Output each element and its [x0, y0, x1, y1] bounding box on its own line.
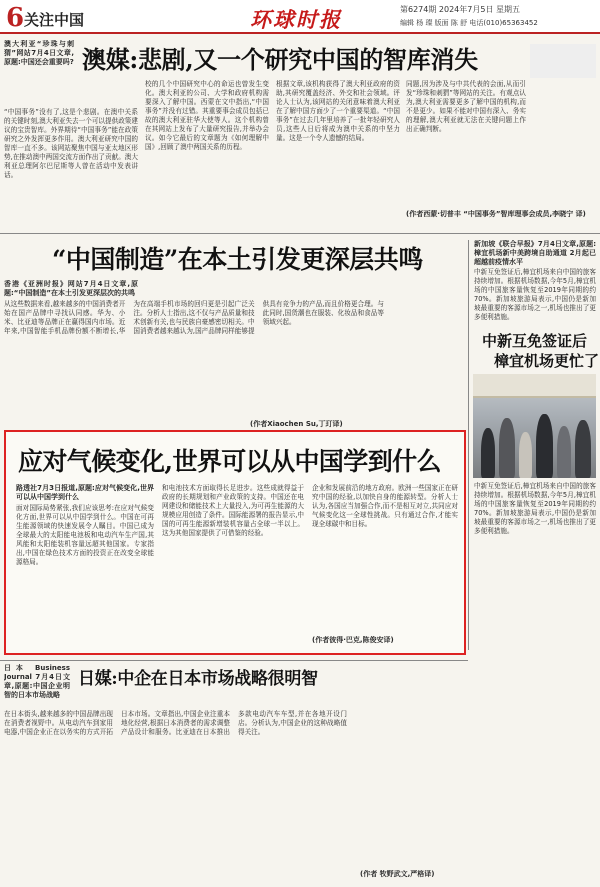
story4-lead-source: 日本 Business Journal 7月4日文章,原题:中国企业明智的日本市场战略 — [4, 664, 70, 699]
story3-col3: 企业和发展前沿的地方政府。欧洲一些国家正在研究中国的经验,以加快自身的能源转型。分析人士认为,各国应当加强合作,而不是相互对立,共同应对气候变化这一全球性挑战。只有通过合作,才能实现全球碳中和目标。 — [312, 484, 458, 528]
story2-sidebar-headline: 中新互免签证后 — [482, 332, 588, 350]
story2-sidebar-headline: 樟宜机场更忙了 — [494, 352, 600, 370]
divider — [0, 660, 468, 661]
story2-body: 从这些数据来看,越来越多的中国消费者开始在国产品牌中寻找认同感。华为、小米、比亚迪等品牌正在赢得国内市场。近年来,中国智能手机品牌份额不断增长,华为在高端手机市场的回归更是引起广泛关注。分析人士指出,这不仅与产品质量和技术创新有关,也与民族自豪感密切相关。中国消费者越来越认为,国产品牌同样能够提供具有竞争力的产品,而且价格更合理。与此同时,国货潮也在服装、化妆品和食品等领域兴起。 — [4, 300, 384, 335]
story2-headline: “中国制造”在本土引发更深层共鸣 — [52, 245, 423, 274]
story1-col3: 根据文章,该机构获得了澳大利亚政府的资助,其研究覆盖经济、外交和社会领域。评论人士认为,该网站的关闭意味着澳大利亚在了解中国方面少了一个重要渠道。“中国事务”在过去几年里培养了一批年轻研究人员,这些人日后将成为澳中关系的中坚力量。这是一个令人遗憾的结局。 — [276, 80, 400, 142]
divider — [0, 233, 600, 234]
story3-headline: 应对气候变化,世界可以从中国学到什么 — [18, 447, 441, 476]
airport-photo — [473, 374, 596, 478]
story3-byline: (作者彼得·巴克,陈俊安译) — [312, 636, 394, 644]
page-number: 6 — [6, 3, 25, 33]
story4-byline: (作者 牧野武文,严格译) — [360, 870, 435, 878]
story1-byline: (作者西蒙·切普丰 “中国事务”智库理事会成员,李晓宁 译) — [406, 210, 586, 218]
masthead — [0, 0, 600, 34]
story2-sidebar-continued: 中新互免签证后,樟宜机场来自中国的旅客持续增加。根据机场数据,今年5月,樟宜机场的中国旅客量恢复至2019年同期的约70%。新加坡旅游局表示,中国仍是新加坡最重要的客源市场之一,机场也推出了更多便利措施。 — [474, 482, 596, 535]
story1-headline: 澳媒:悲剧,又一个研究中国的智库消失 — [82, 45, 478, 74]
issue-line: 第6274期 2024年7月5日 星期五 — [400, 5, 520, 14]
story2-sidebar-body: 中新互免签证后,樟宜机场来自中国的旅客持续增加。根据机场数据,今年5月,樟宜机场的中国旅客量恢复至2019年同期的约70%。新加坡旅游局表示,中国仍是新加坡最重要的客源市场之一,机场也推出了更多便利措施。 — [474, 268, 596, 321]
story1-lead-source: 澳大利亚“珍珠与刺猬”网站7月4日文章,原题:中国还会重要吗? — [4, 40, 74, 66]
story1-image — [530, 44, 596, 78]
story1-col2: 校的几个中国研究中心的命运也曾发生变化。澳大利亚的公司、大学和政府机构需要深入了解中国。西蒙在文中指出,“中国事务”并没有过错。其重要事会成员包括已故的澳大利亚驻华大使等人。这个机构曾在其网站上发布了大量研究报告,并举办会议。如今它最后的文章题为《如何理解中国》,回顾了澳中两国关系的历程。 — [145, 80, 269, 151]
story4-body: 在日本街头,越来越多的中国品牌出现在消费者视野中。从电动汽车到家用电器,中国企业正在以务实的方式开拓日本市场。文章指出,中国企业注重本地化经营,根据日本消费者的需求调整产品设计和服务。比亚迪在日本推出多款电动汽车车型,并在各地开设门店。分析认为,中国企业的这种战略值得关注。 — [4, 710, 347, 736]
story1-col4: 同题,因为涉及与中共代表的会面,从而引发“珍珠和刺猬”等网站的关注。有观点认为,澳大利亚需要更多了解中国的机构,而不是更少。如果不能对中国有深入、务实的理解,澳大利亚就无法在关键问题上作出正确判断。 — [406, 80, 526, 133]
editors-line: 编辑 杨 璨 版面 陈 舒 电话(010)65363452 — [400, 19, 538, 27]
story3-lead-source: 路透社7月3日报道,原题:应对气候变化,世界可以从中国学到什么 — [16, 484, 154, 501]
section-title: 关注中国 — [24, 11, 85, 29]
story3-col2: 和电池技术方面取得长足进步。这些成就得益于政府的长期规划和产业政策的支持。中国还在电网建设和储能技术上大量投入,为可再生能源的大规模应用创造了条件。国际能源署的报告显示,中国的可再生能源新增装机容量占全球一半以上。这为其他国家提供了可借鉴的经验。 — [162, 484, 304, 537]
story3-box — [4, 430, 466, 655]
story3-col1: 面对国际局势紧张,我们应该思考:在应对气候变化方面,世界可以从中国学到什么。中国在可再生能源领域的快速发展令人瞩目。中国已成为全球最大的太阳能电池板和电动汽车生产国,其风能和太阳能装机容量远超其他国家。专家指出,中国在绿色技术方面的投资正在改变全球能源格局。 — [16, 504, 154, 566]
story2-sidebar-kicker: 新加坡《联合早报》7月4日文章,原题:樟宜机场新中美跨境自助通道 2月起已超越前疫情水平 — [474, 240, 596, 266]
story4-headline: 日媒:中企在日本市场战略很明智 — [78, 669, 318, 689]
divider — [468, 240, 469, 650]
story2-lead-source: 香港《亚洲时报》网站7月4日文章,原题:“中国制造”在本土引发更深层次的共鸣 — [4, 280, 138, 297]
story1-col1: “中国事务”没有了,这是个悲剧。在澳中关系的关键时刻,澳大利亚失去一个可以提供政策建议的宝贵智库。外界期待“中国事务”能在政策研究之外发挥更多作用。澳大利亚研究中国的智库一直不多。该网站聚焦中国与亚太地区形势,在推动澳中两国交流方面作出了贡献。澳大利亚总理阿尔巴尼斯等人曾在活动中发表讲话。 — [4, 108, 138, 179]
newspaper-logo: 环球时报 — [250, 7, 342, 32]
story2-byline: (作者Xiaochen Su,丁玎译) — [250, 420, 343, 428]
